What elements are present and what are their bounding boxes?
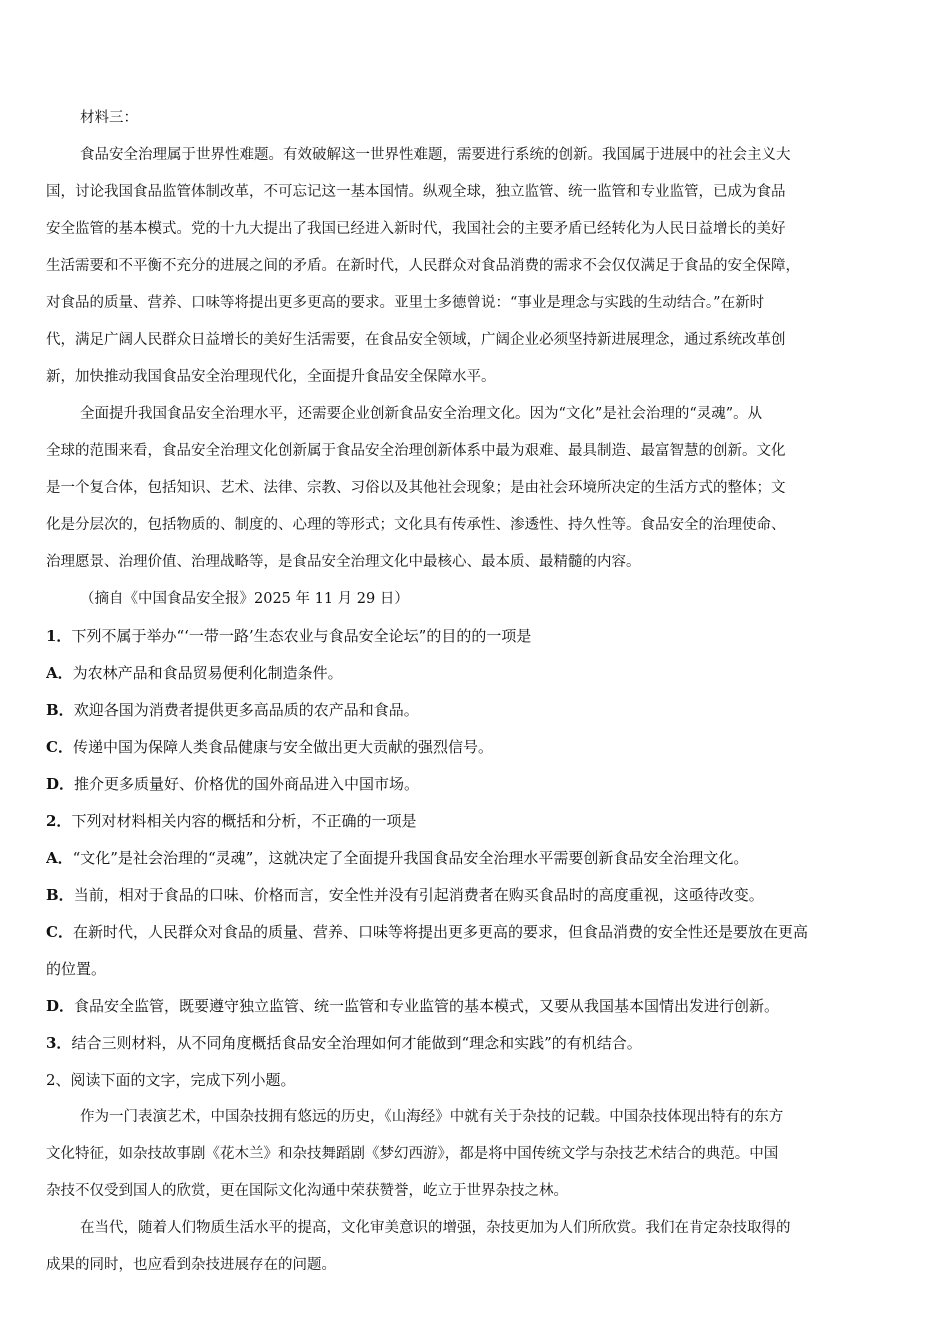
question-stem: 结合三则材料，从不同角度概括食品安全治理如何才能做到“理念和实践”的有机结合。 [71, 1034, 642, 1052]
question-number: 1． [46, 627, 72, 645]
paragraph-line: 对食品的质量、营养、口味等将提出更多更高的要求。亚里士多德曾说：“事业是理念与实践的生动结合。”在新时 [46, 295, 765, 311]
paragraph-line: 杂技不仅受到国人的欣赏，更在国际文化沟通中荣获赞誉，屹立于世界杂技之林。 [46, 1183, 568, 1199]
option-b [46, 692, 906, 729]
paragraph-line: 是一个复合体，包括知识、艺术、法律、宗教、习俗以及其他社会现象；是由社会环境所决定的生活方式的整体；文 [46, 480, 786, 496]
paragraph-line: 治理愿景、治理价值、治理战略等，是食品安全治理文化中最核心、最本质、最精髓的内容。 [46, 554, 641, 570]
paragraph-line: 全球的范围来看，食品安全治理文化创新属于食品安全治理创新体系中最为艰难、最具制造、最富智慧的创新。文化 [46, 443, 786, 459]
question-number: 2． [46, 812, 72, 830]
material-heading: 材料三： [80, 110, 138, 126]
paragraph-line: 生活需要和不平衡不充分的进展之间的矛盾。在新时代，人民群众对食品消费的需求不会仅仅满足于食品的安全保障， [46, 258, 800, 274]
section-instruction: 2、阅读下面的文字，完成下列小题。 [46, 1071, 296, 1089]
section-paragraph-1 [46, 1099, 906, 1210]
option-c [46, 729, 906, 766]
paragraph-line: 作为一门表演艺术，中国杂技拥有悠远的历史，《山海经》中就有关于杂技的记载。中国杂技体现出特有的东方 [80, 1109, 784, 1125]
question-2 [46, 803, 906, 840]
document-page [46, 100, 906, 1284]
option-text: 当前，相对于食品的口味、价格而言，安全性并没有引起消费者在购买食品时的高度重视，这亟待改变。 [73, 886, 764, 904]
option-letter: D． [46, 775, 75, 793]
option-text: “文化”是社会治理的“灵魂”，这就决定了全面提升我国食品安全治理水平需要创新食品安全治理文化。 [72, 849, 749, 867]
option-letter: A． [46, 664, 73, 682]
paragraph-line: 成果的同时，也应看到杂技进展存在的问题。 [46, 1257, 336, 1273]
option-letter: A． [46, 849, 73, 867]
source-citation: （摘自《中国食品安全报》2025 年 11 月 29 日） [80, 591, 409, 607]
option-text: 食品安全监管，既要遵守独立监管、统一监管和专业监管的基本模式，又要从我国基本国情出发进行创新。 [74, 997, 780, 1015]
question-number: 3． [46, 1034, 72, 1052]
option-c-continuation: 的位置。 [46, 960, 107, 978]
paragraph-line: 新，加快推动我国食品安全治理现代化，全面提升食品安全保障水平。 [46, 369, 496, 385]
option-text: 推介更多质量好、价格优的国外商品进入中国市场。 [74, 775, 420, 793]
option-text: 在新时代，人民群众对食品的质量、营养、口味等将提出更多更高的要求，但食品消费的安全性还是要放在更高 [72, 923, 808, 941]
question-stem: 下列不属于举办“‘一带一路’生态农业与食品安全论坛”的目的的一项是 [71, 627, 532, 645]
paragraph-line: 文化特征，如杂技故事剧《花木兰》和杂技舞蹈剧《梦幻西游》，都是将中国传统文学与杂技艺术结合的典范。中国 [46, 1146, 779, 1162]
question-1 [46, 618, 906, 655]
option-letter: B． [46, 701, 74, 719]
option-c [46, 914, 906, 951]
option-a [46, 655, 906, 692]
section-paragraph-2 [46, 1210, 906, 1284]
option-letter: D． [46, 997, 75, 1015]
option-text: 传递中国为保障人类食品健康与安全做出更大贡献的强烈信号。 [72, 738, 493, 756]
option-letter: C． [46, 738, 73, 756]
paragraph-line: 全面提升我国食品安全治理水平，还需要企业创新食品安全治理文化。因为“文化”是社会治理的“灵魂”。从 [80, 406, 763, 422]
option-a [46, 840, 906, 877]
question-stem: 下列对材料相关内容的概括和分析，不正确的一项是 [71, 812, 417, 830]
option-letter: C． [46, 923, 73, 941]
question-3 [46, 1025, 906, 1062]
material-paragraph-2 [46, 396, 906, 581]
paragraph-line: 国，讨论我国食品监管体制改革，不可忘记这一基本国情。纵观全球，独立监管、统一监管和专业监管，已成为食品 [46, 184, 786, 200]
option-d [46, 766, 906, 803]
option-text: 欢迎各国为消费者提供更多高品质的农产品和食品。 [73, 701, 419, 719]
paragraph-line: 代，满足广阔人民群众日益增长的美好生活需要，在食品安全领域，广阔企业必须坚持新进展理念，通过系统改革创 [46, 332, 786, 348]
material-paragraph-1 [46, 137, 906, 396]
option-b [46, 877, 906, 914]
paragraph-line: 在当代，随着人们物质生活水平的提高，文化审美意识的增强，杂技更加为人们所欣赏。我们在肯定杂技取得的 [80, 1220, 791, 1236]
paragraph-line: 食品安全治理属于世界性难题。有效破解这一世界性难题，需要进行系统的创新。我国属于进展中的社会主义大 [80, 147, 791, 163]
option-text: 为农林产品和食品贸易便利化制造条件。 [72, 664, 343, 682]
option-d [46, 988, 906, 1025]
paragraph-line: 安全监管的基本模式。党的十九大提出了我国已经进入新时代，我国社会的主要矛盾已经转化为人民日益增长的美好 [46, 221, 786, 237]
option-letter: B． [46, 886, 74, 904]
paragraph-line: 化是分层次的，包括物质的、制度的、心理的等形式；文化具有传承性、渗透性、持久性等。食品安全的治理使命、 [46, 517, 786, 533]
